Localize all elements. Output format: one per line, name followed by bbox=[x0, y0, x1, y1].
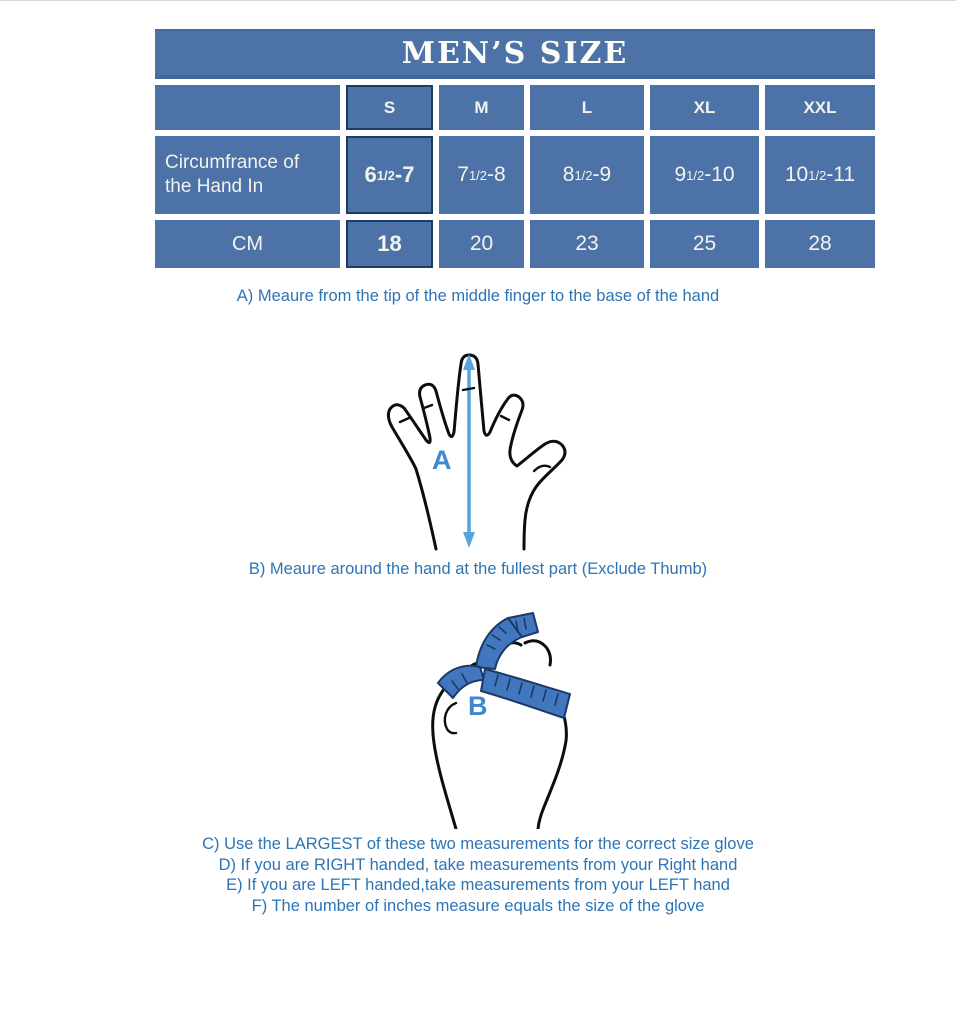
cell-inches-l bbox=[530, 136, 644, 214]
cell-inches-m bbox=[439, 136, 524, 214]
col-header-s: S bbox=[346, 85, 433, 130]
thumb-crease bbox=[534, 466, 550, 471]
table-corner-cell bbox=[155, 85, 340, 130]
value-text: -10 bbox=[704, 163, 735, 186]
value-text: -11 bbox=[826, 163, 856, 186]
col-header-xxl: XXL bbox=[765, 85, 875, 130]
row-label-inches-text: Circumfrance of the Hand In bbox=[165, 152, 300, 197]
measure-arrow-a bbox=[463, 354, 475, 548]
cell-cm-m: 20 bbox=[439, 220, 524, 268]
thumb-curl bbox=[445, 703, 456, 733]
row-label-inches bbox=[155, 136, 340, 214]
instruction-f: F) The number of inches measure equals the size of the glove bbox=[251, 896, 705, 915]
instruction-d: D) If you are RIGHT handed, take measurements from your Right hand bbox=[218, 855, 738, 874]
diagram-label-b: B bbox=[468, 691, 488, 721]
instruction-c: C) Use the LARGEST of these two measurements for the correct size glove bbox=[202, 835, 754, 853]
hand-outline bbox=[388, 355, 565, 549]
instruction-b: B) Meaure around the hand at the fullest part (Exclude Thumb) bbox=[248, 560, 708, 578]
value-fraction: 1/2 bbox=[686, 167, 705, 183]
cell-cm-s: 18 bbox=[346, 220, 433, 268]
value-fraction: 1/2 bbox=[468, 167, 488, 183]
value-text: 7 bbox=[457, 163, 469, 186]
value-text: 9 bbox=[674, 163, 687, 186]
value-text: 6 bbox=[364, 162, 377, 187]
value-text: -9 bbox=[592, 163, 612, 186]
value-text: 10 bbox=[784, 163, 809, 186]
value-text: -8 bbox=[487, 163, 506, 186]
finger-crease bbox=[463, 388, 474, 390]
cell-cm-xl: 25 bbox=[650, 220, 759, 268]
cell-cm-xxl: 28 bbox=[765, 220, 875, 268]
cell-inches-xl bbox=[650, 136, 759, 214]
value-text: -7 bbox=[394, 162, 415, 187]
size-table bbox=[155, 29, 875, 268]
col-header-l: L bbox=[530, 85, 644, 130]
instruction-e: E) If you are LEFT handed,take measurements from your LEFT hand bbox=[226, 876, 730, 894]
tape-long-segment bbox=[481, 669, 570, 718]
value-fraction: 1/2 bbox=[808, 167, 827, 183]
finger-crease bbox=[424, 405, 432, 408]
open-hand-illustration bbox=[366, 313, 590, 551]
diagram-label-a: A bbox=[432, 445, 452, 475]
cell-inches-xxl bbox=[765, 136, 875, 214]
col-header-m: M bbox=[439, 85, 524, 130]
finger-crease bbox=[501, 416, 509, 420]
value-fraction: 1/2 bbox=[574, 167, 593, 183]
table-title: MEN’S SIZE bbox=[155, 29, 875, 79]
notes-block bbox=[0, 834, 956, 916]
value-fraction: 1/2 bbox=[376, 167, 395, 183]
finger-crease bbox=[400, 418, 409, 422]
fist-with-tape-illustration bbox=[390, 587, 590, 829]
cell-inches-s bbox=[346, 136, 433, 214]
knuckle-bump bbox=[525, 641, 551, 665]
row-label-cm: CM bbox=[155, 220, 340, 268]
col-header-xl: XL bbox=[650, 85, 759, 130]
value-text: 8 bbox=[562, 163, 575, 186]
cell-cm-l: 23 bbox=[530, 220, 644, 268]
instruction-a: A) Meaure from the tip of the middle finger to the base of the hand bbox=[236, 287, 720, 305]
